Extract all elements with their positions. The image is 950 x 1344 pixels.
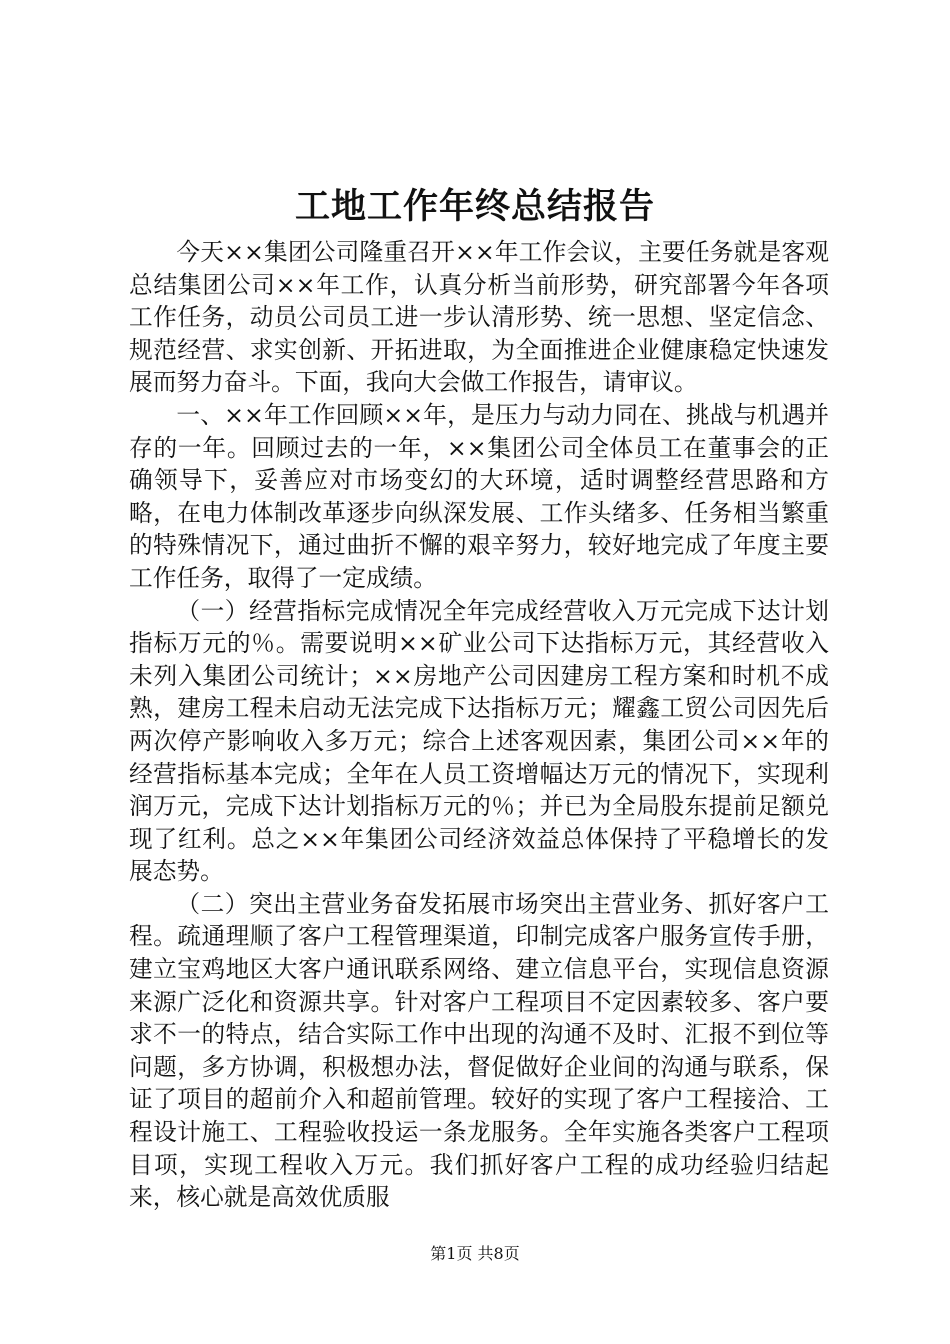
- document-title: 工地工作年终总结报告: [294, 187, 655, 227]
- page-footer: 第1页 共8页: [430, 1244, 520, 1263]
- document-body: [129, 236, 829, 1214]
- paragraph-review: 一、××年工作回顾××年，是压力与动力同在、挑战与机遇并存的一年。回顾过去的一年，××集团公司全体员工在董事会的正确领导下，妥善应对市场变幻的大环境，适时调整经营思路和方略，在电力体制改革逐步向纵深发展、工作头绪多、任务相当繁重的特殊情况下，通过曲折不懈的艰辛努力，较好地完成了年度主要工作任务，取得了一定成绩。: [129, 400, 829, 592]
- paragraph-business-indicators: （一）经营指标完成情况全年完成经营收入万元完成下达计划指标万元的％。需要说明××矿业公司下达指标万元，其经营收入未列入集团公司统计；××房地产公司因建房工程方案和时机不成熟，建房工程未启动无法完成下达指标万元；耀鑫工贸公司因先后两次停产影响收入多万元；综合上述客观因素，集团公司××年的经营指标基本完成；全年在人员工资增幅达万元的情况下，实现利润万元，完成下达计划指标万元的％；并已为全局股东提前足额兑现了红利。总之××年集团公司经济效益总体保持了平稳增长的发展态势。: [129, 596, 829, 886]
- paragraph-intro: 今天××集团公司隆重召开××年工作会议，主要任务就是客观总结集团公司××年工作，认真分析当前形势，研究部署今年各项工作任务，动员公司员工进一步认清形势、统一思想、坚定信念、规范经营、求实创新、开拓进取，为全面推进企业健康稳定快速发展而努力奋斗。下面，我向大会做工作报告，请审议。: [129, 238, 829, 397]
- paragraph-main-business: （二）突出主营业务奋发拓展市场突出主营业务、抓好客户工程。疏通理顺了客户工程管理渠道，印制完成客户服务宣传手册，建立宝鸡地区大客户通讯联系网络、建立信息平台，实现信息资源来源广泛化和资源共享。针对客户工程项目不定因素较多、客户要求不一的特点，结合实际工作中出现的沟通不及时、汇报不到位等问题，多方协调，积极想办法，督促做好企业间的沟通与联系，保证了项目的超前介入和超前管理。较好的实现了客户工程接洽、工程设计施工、工程验收投运一条龙服务。全年实施各类客户工程项目项，实现工程收入万元。我们抓好客户工程的成功经验归结起来，核心就是高效优质服: [129, 889, 829, 1212]
